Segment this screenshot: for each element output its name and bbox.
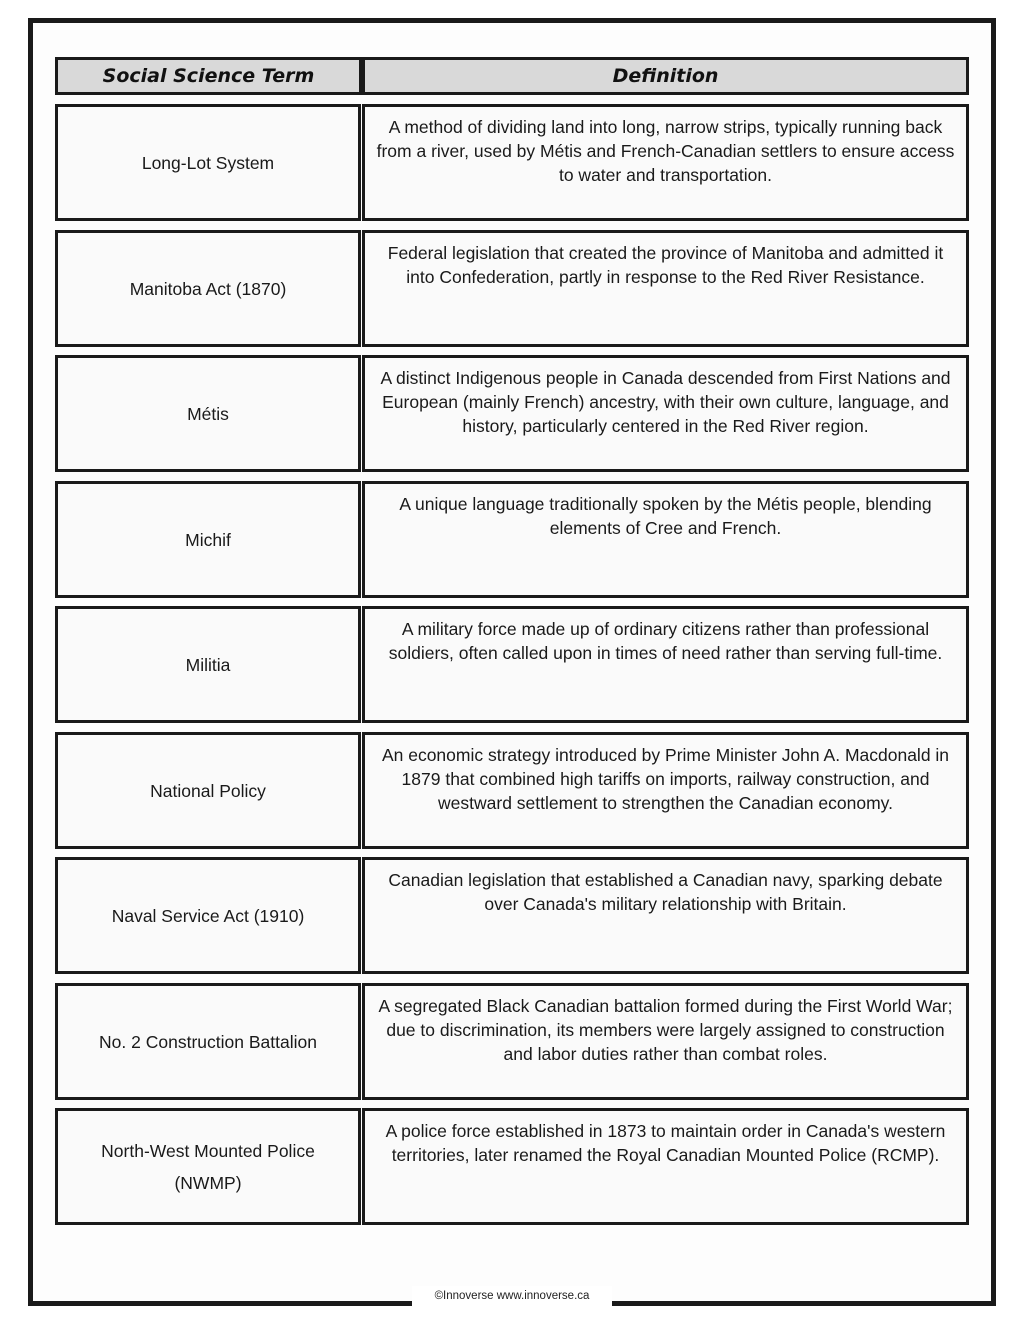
definition-cell (362, 983, 969, 1100)
definition-text: A military force made up of ordinary citizens rather than professional soldiers, often called upon in times of need rather than serving full-time. (388, 619, 943, 663)
term-text: Naval Service Act (1910) (111, 905, 305, 926)
definition-text: A segregated Black Canadian battalion formed during the First World War; due to discrimination, its members were largely assigned to construction and labor duties rather than combat roles. (378, 996, 953, 1064)
term-cell (55, 857, 361, 974)
term-text: No. 2 Construction Battalion (99, 1031, 317, 1052)
definition-cell (362, 857, 969, 974)
term-text: Métis (187, 403, 229, 424)
term-text: Michif (185, 529, 231, 550)
definition-text: Federal legislation that created the province of Manitoba and admitted it into Confederation, partly in response to the Red River Resistance. (387, 243, 944, 287)
definition-cell (362, 355, 969, 472)
term-text: North-West Mounted Police (NWMP) (101, 1140, 315, 1193)
definition-cell (362, 230, 969, 347)
definition-text: An economic strategy introduced by Prime Minister John A. Macdonald in 1879 that combined high tariffs on imports, railway construction, and westward settlement to strengthen the Canadian economy. (381, 745, 950, 813)
term-cell (55, 481, 361, 598)
term-cell (55, 104, 361, 221)
term-cell (55, 230, 361, 347)
definition-text: A police force established in 1873 to maintain order in Canada's western territories, later renamed the Royal Canadian Mounted Police (RCMP). (385, 1121, 946, 1165)
definition-text: A unique language traditionally spoken by the Métis people, blending elements of Cree and French. (399, 494, 932, 538)
definition-text: A distinct Indigenous people in Canada descended from First Nations and European (mainly French) ancestry, with their own culture, language, and history, particularly centered in the Red River region. (380, 368, 951, 436)
definition-text: A method of dividing land into long, narrow strips, typically running back from a river, used by Métis and French-Canadian settlers to ensure access to water and transportation. (376, 117, 955, 185)
term-cell (55, 732, 361, 849)
term-cell (55, 355, 361, 472)
term-cell (55, 1108, 361, 1225)
term-cell (55, 606, 361, 723)
definition-cell (362, 481, 969, 598)
term-text: Long-Lot System (141, 152, 275, 173)
definition-cell (362, 606, 969, 723)
term-text: Militia (185, 654, 231, 675)
header-definition: Definition (362, 57, 969, 95)
definition-cell (362, 1108, 969, 1225)
term-cell (55, 983, 361, 1100)
header-term: Social Science Term (55, 57, 362, 95)
definition-cell (362, 732, 969, 849)
term-text: Manitoba Act (1870) (129, 278, 287, 299)
footer-credit: ©Innoverse www.innoverse.ca (412, 1286, 612, 1306)
term-text: National Policy (150, 780, 266, 801)
definition-text: Canadian legislation that established a Canadian navy, sparking debate over Canada's military relationship with Britain. (388, 870, 943, 914)
definition-cell (362, 104, 969, 221)
